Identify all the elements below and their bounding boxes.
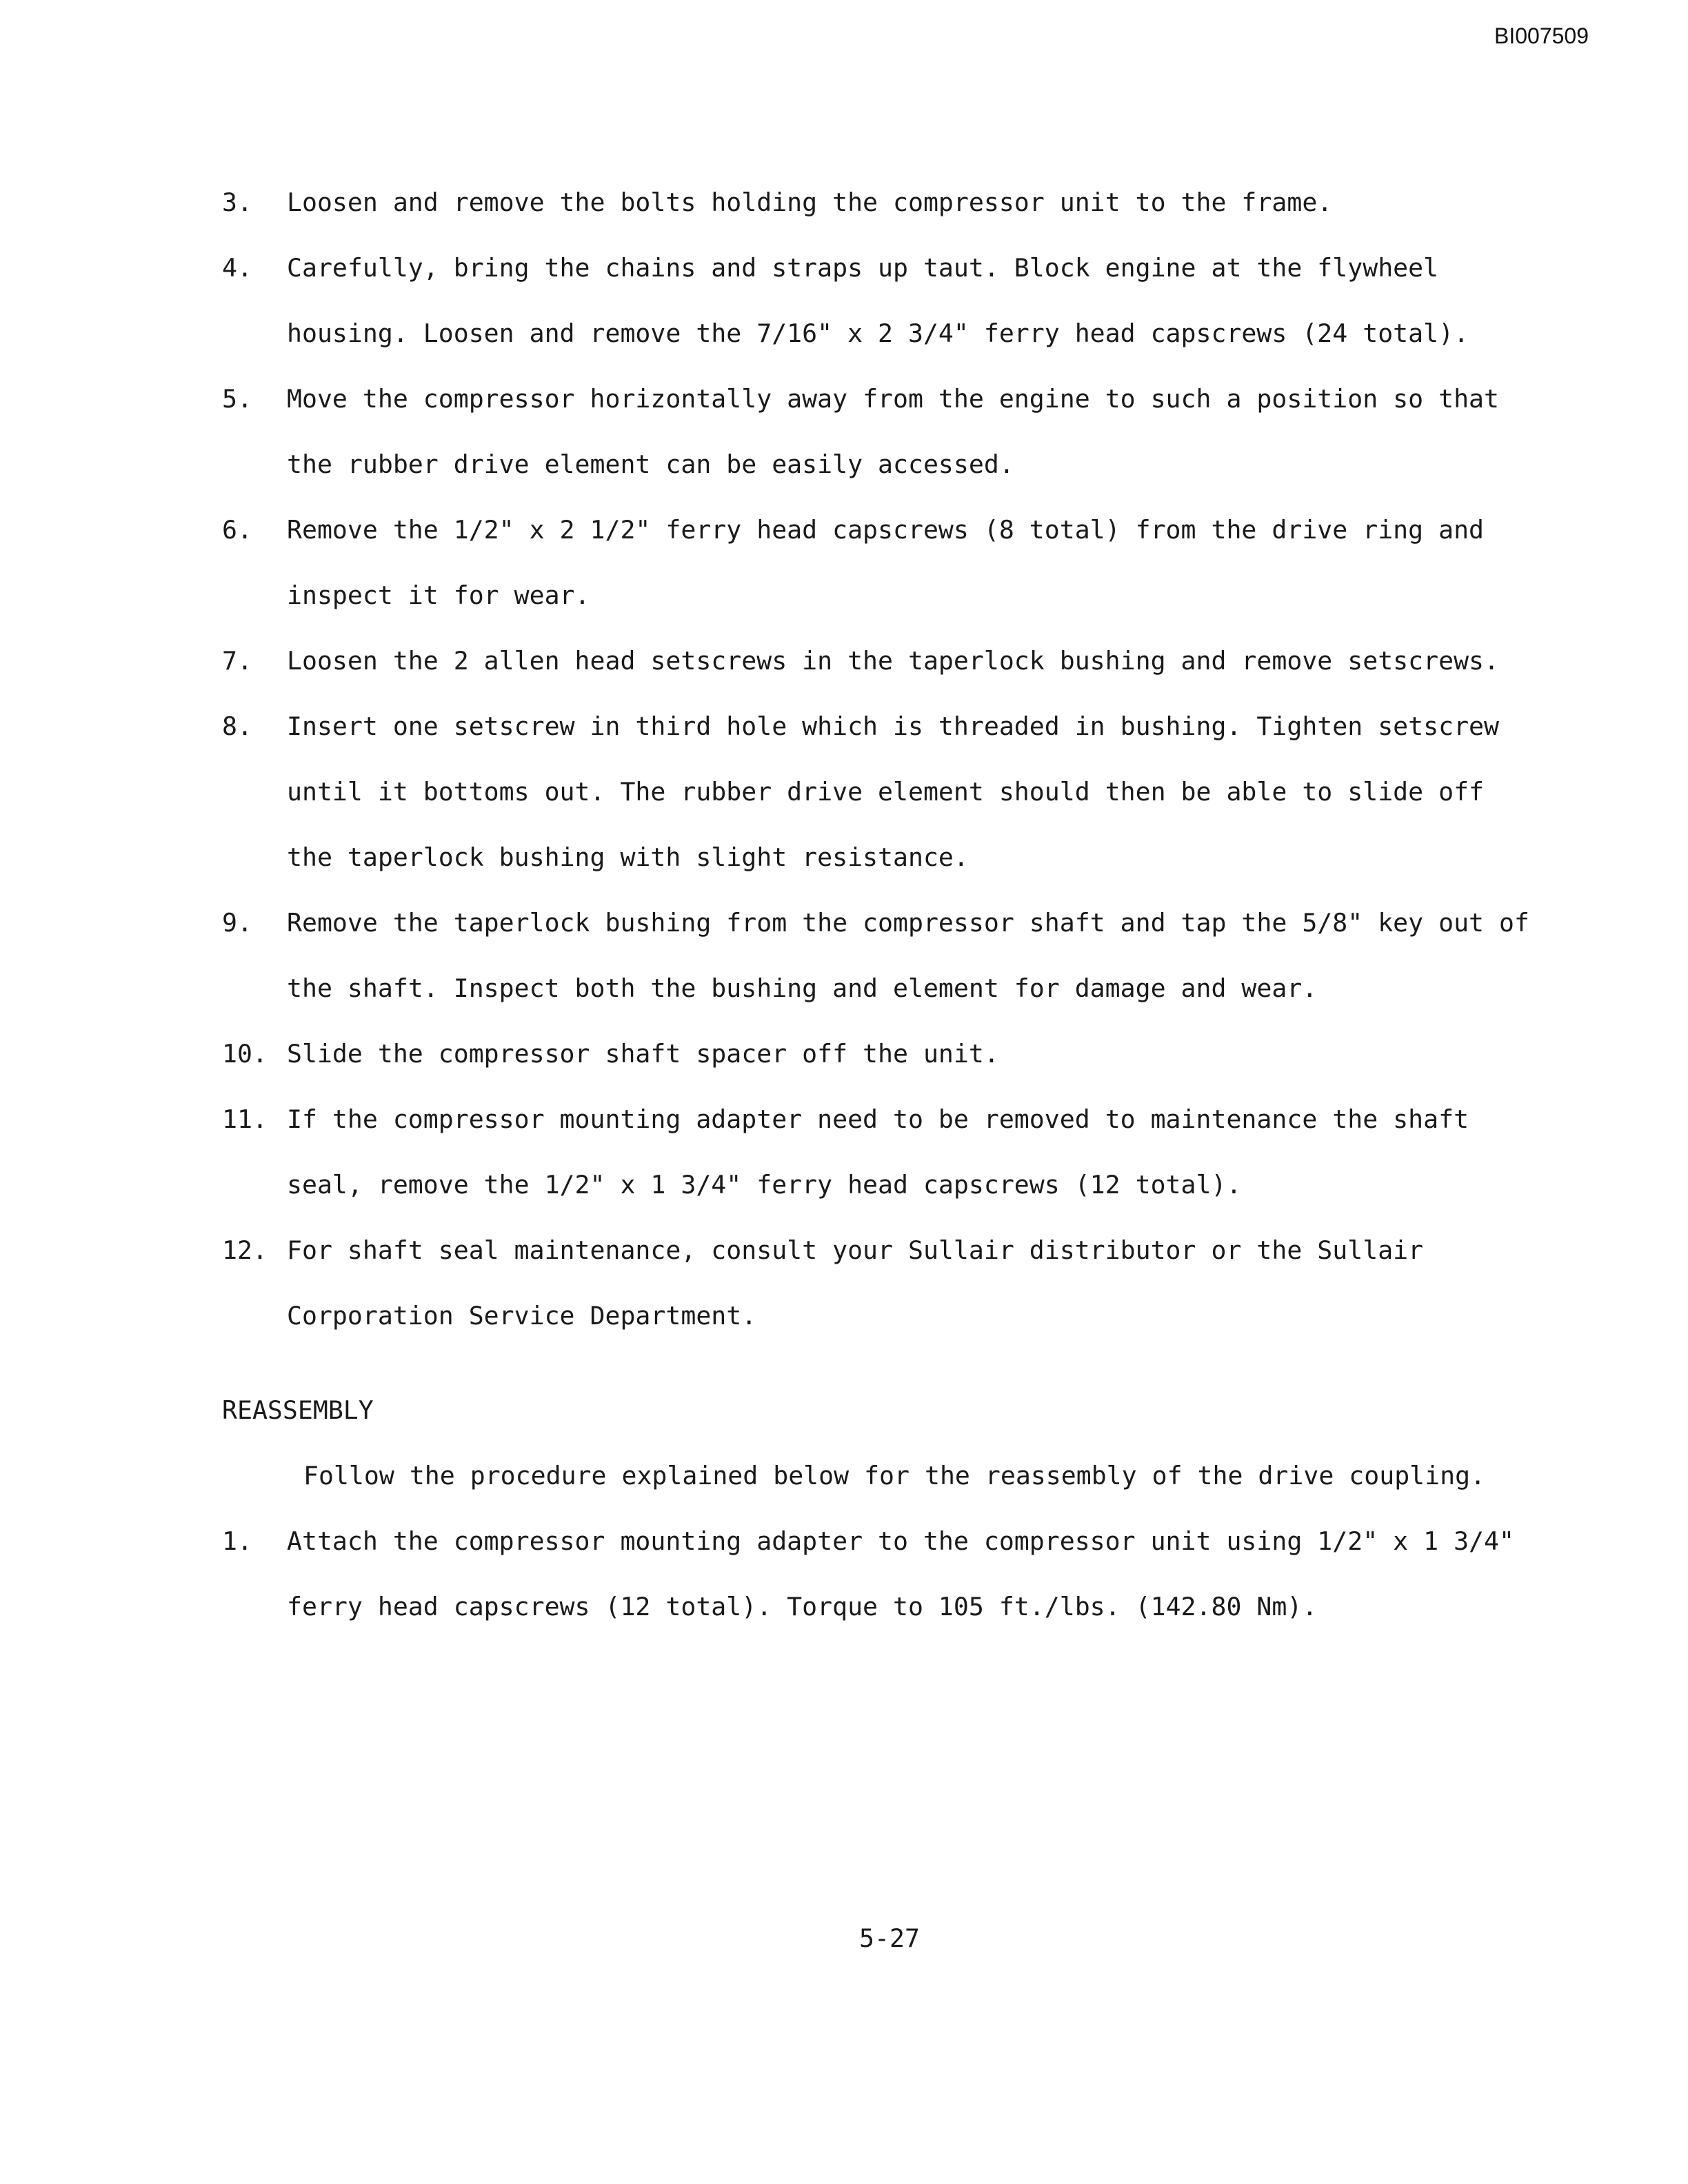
- step-number: 3.: [222, 188, 252, 217]
- step-text: Remove the taperlock bushing from the compressor shaft and tap the 5/8" key out of the shaft. Inspect both the bushing and element for damage and wear.: [287, 908, 1529, 1003]
- page-number: 5-27: [859, 1923, 920, 1953]
- step-text: Remove the 1/2" x 2 1/2" ferry head capscrews (8 total) from the drive ring and inspect it for wear.: [287, 515, 1485, 610]
- document-id: BI007509: [1494, 23, 1589, 48]
- step-text: For shaft seal maintenance, consult your Sullair distributor or the Sullair Corporation Service Department.: [287, 1235, 1424, 1331]
- list-item-step-5: [222, 366, 1532, 497]
- list-item-step-6: [222, 497, 1532, 628]
- list-item-step-3: [222, 170, 1532, 235]
- list-item-step-4: [222, 235, 1532, 366]
- step-number: 4.: [222, 253, 252, 283]
- step-text: Attach the compressor mounting adapter to the compressor unit using 1/2" x 1 3/4" ferry head capscrews (12 total). Torque to 105 ft./lbs. (142.80 Nm).: [287, 1526, 1514, 1621]
- list-item-step-11: [222, 1086, 1532, 1217]
- step-number: 7.: [222, 646, 252, 676]
- step-text: Carefully, bring the chains and straps up taut. Block engine at the flywheel housing. Loosen and remove the 7/16" x 2 3/4" ferry head capscrews (24 total).: [287, 253, 1469, 348]
- step-number: 9.: [222, 908, 252, 938]
- step-text: Loosen and remove the bolts holding the compressor unit to the frame.: [287, 188, 1333, 217]
- step-text: Move the compressor horizontally away from the engine to such a position so that the rubber drive element can be easily accessed.: [287, 384, 1499, 479]
- reassembly-heading: REASSEMBLY: [222, 1395, 374, 1425]
- list-item-step-12: [222, 1217, 1532, 1348]
- step-number: 12.: [222, 1235, 268, 1265]
- step-number: 6.: [222, 515, 252, 545]
- step-number: 10.: [222, 1039, 268, 1069]
- step-number: 5.: [222, 384, 252, 414]
- page-body: [222, 170, 1532, 1639]
- list-item-step-8: [222, 694, 1532, 890]
- list-item-step-9: [222, 890, 1532, 1021]
- step-number: 11.: [222, 1104, 268, 1134]
- list-item-step-7: [222, 628, 1532, 694]
- step-text: If the compressor mounting adapter need to be removed to maintenance the shaft seal, remove the 1/2" x 1 3/4" ferry head capscrews (12 total).: [287, 1104, 1469, 1200]
- step-number: 8.: [222, 711, 252, 741]
- list-item-reassembly-step-1: [222, 1508, 1532, 1639]
- reassembly-intro: Follow the procedure explained below for the reassembly of the drive coupling.: [303, 1461, 1486, 1490]
- step-text: Loosen the 2 allen head setscrews in the taperlock bushing and remove setscrews.: [287, 646, 1499, 676]
- list-item-step-10: [222, 1021, 1532, 1086]
- step-text: Slide the compressor shaft spacer off the unit.: [287, 1039, 999, 1069]
- step-text: Insert one setscrew in third hole which is threaded in bushing. Tighten setscrew until it bottoms out. The rubber drive element should then be able to slide off the taperlock bushing with slight resistance.: [287, 711, 1499, 872]
- step-number: 1.: [222, 1526, 252, 1556]
